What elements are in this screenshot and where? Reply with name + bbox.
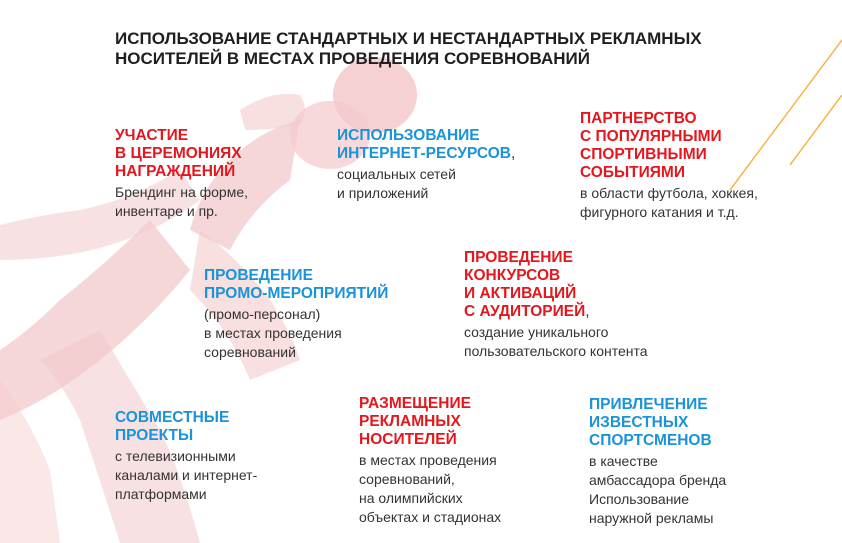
item-heading: ПРОВЕДЕНИЕ КОНКУРСОВ И АКТИВАЦИЙ С АУДИТОРИЕЙ, xyxy=(464,249,590,320)
item-description: (промо-персонал) в местах проведения соревнований xyxy=(204,306,342,360)
item-description: Брендинг на форме, инвентаре и пр. xyxy=(115,184,249,219)
item-heading: УЧАСТИЕ В ЦЕРЕМОНИЯХ НАГРАЖДЕНИЙ xyxy=(115,127,242,180)
item-famous-athletes xyxy=(589,396,726,528)
item-heading: ПРОВЕДЕНИЕ ПРОМО-МЕРОПРИЯТИЙ xyxy=(204,267,389,302)
item-heading: ПАРТНЕРСТВО С ПОПУЛЯРНЫМИ СПОРТИВНЫМИ СОБЫТИЯМИ xyxy=(580,110,722,181)
item-contests-activations xyxy=(464,249,648,361)
item-award-ceremonies xyxy=(115,127,248,221)
item-heading: ПРИВЛЕЧЕНИЕ ИЗВЕСТНЫХ СПОРТСМЕНОВ xyxy=(589,396,712,449)
item-internet-resources xyxy=(337,127,515,203)
item-description: в местах проведения соревнований, на олимпийских объектах и стадионах xyxy=(359,452,502,525)
item-description: в качестве амбассадора бренда Использование наружной рекламы xyxy=(589,453,727,526)
item-joint-projects xyxy=(115,409,257,504)
item-description: с телевизионными каналами и интернет- платформами xyxy=(115,448,258,502)
item-description: в области футбола, хоккея, фигурного катания и т.д. xyxy=(580,185,758,220)
item-heading: РАЗМЕЩЕНИЕ РЕКЛАМНЫХ НОСИТЕЛЕЙ xyxy=(359,395,471,448)
item-heading: ИСПОЛЬЗОВАНИЕ ИНТЕРНЕТ-РЕСУРСОВ, xyxy=(337,127,516,162)
page-title: ИСПОЛЬЗОВАНИЕ СТАНДАРТНЫХ И НЕСТАНДАРТНЫХ РЕКЛАМНЫХ НОСИТЕЛЕЙ В МЕСТАХ ПРОВЕДЕНИЯ СОРЕВНОВАНИЙ xyxy=(115,29,702,68)
item-description: создание уникального пользовательского контента xyxy=(464,324,648,359)
item-promo-events xyxy=(204,267,388,362)
item-heading: СОВМЕСТНЫЕ ПРОЕКТЫ xyxy=(115,409,230,444)
item-ad-placement xyxy=(359,395,501,527)
item-description: социальных сетей и приложений xyxy=(337,166,456,201)
item-sport-events-partnership xyxy=(580,110,758,222)
